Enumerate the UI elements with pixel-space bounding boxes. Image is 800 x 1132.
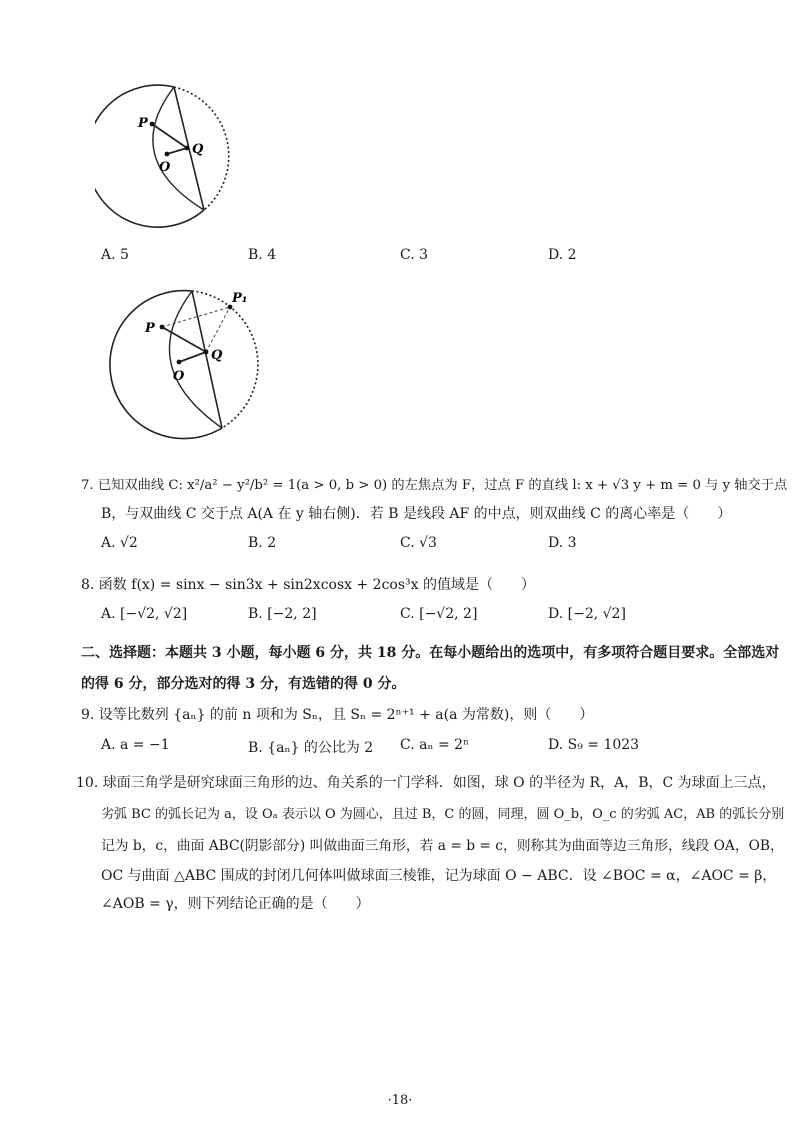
figure1-label-q: Q: [192, 142, 204, 157]
q10-stem-line5: ∠AOB = γ，则下列结论正确的是（ ）: [101, 896, 370, 912]
q8-option-a: A. [−√2, √2]: [101, 606, 188, 622]
q8-stem: 8. 函数 f(x) = sinx − sin3x + sin2xcosx + 2cos³x 的值域是（ ）: [81, 577, 535, 593]
figure2-dashed-qp1: [206, 307, 230, 352]
figure2-point-q: [204, 350, 209, 355]
figure1-point-p: [150, 122, 155, 127]
figure1-label-o: O: [159, 160, 171, 175]
q6-option-a: A. 5: [101, 247, 129, 263]
q7-stem-line2: B，与双曲线 C 交于点 A(A 在 y 轴右侧)．若 B 是线段 AF 的中点，则双曲线 C 的离心率是（ ）: [101, 506, 732, 522]
figure2-label-q: Q: [211, 348, 223, 363]
q10-stem-line2: 劣弧 BC 的弧长记为 a，设 Oₐ 表示以 O 为圆心，且过 B，C 的圆，同理，圆 O_b，O_c 的劣弧 AC，AB 的弧长分别: [101, 807, 785, 822]
q7-option-c: C. √3: [400, 535, 437, 551]
q10-stem-line3: 记为 b，c，曲面 ABC(阴影部分) 叫做曲面三角形，若 a = b = c，则称其为曲面等边三角形，线段 OA，OB，: [101, 838, 784, 854]
q10-stem-line4: OC 与曲面 △ABC 围成的封闭几何体叫做球面三棱锥，记为球面 O − ABC．设 ∠BOC = α，∠AOC = β，: [101, 868, 777, 884]
page-number: ·18·: [387, 1093, 413, 1108]
q9-option-b: B. {aₙ} 的公比为 2: [248, 740, 374, 756]
figure2-point-p: [160, 325, 165, 330]
figure2-dotted-arc: [192, 291, 258, 428]
figure1-label-p: P: [138, 116, 148, 131]
q6-option-b: B. 4: [248, 247, 277, 263]
figure-circle-1: [95, 78, 255, 228]
figure-circle-2: [95, 282, 265, 442]
figure1-segment-pq: [152, 124, 187, 148]
q9-stem: 9. 设等比数列 {aₙ} 的前 n 项和为 Sₙ，且 Sₙ = 2ⁿ⁺¹ + a(a 为常数)，则（ ）: [81, 707, 594, 723]
q9-option-a: A. a = −1: [101, 737, 170, 753]
q8-option-d: D. [−2, √2]: [548, 606, 626, 622]
q7-option-d: D. 3: [548, 535, 577, 551]
figure2-outer-arc: [110, 291, 222, 439]
q8-option-c: C. [−√2, 2]: [400, 606, 478, 622]
q10-stem-line1: 10. 球面三角学是研究球面三角形的边、角关系的一门学科．如图，球 O 的半径为 R，A，B，C 为球面上三点，: [76, 775, 776, 791]
figure1-point-q: [185, 146, 190, 151]
q7-option-b: B. 2: [248, 535, 277, 551]
q9-option-c: C. aₙ = 2ⁿ: [400, 737, 470, 753]
section2-header-line1: 二、选择题：本题共 3 小题，每小题 6 分，共 18 分。在每小题给出的选项中，有多项符合题目要求。全部选对: [81, 645, 780, 661]
q9-option-d: D. S₉ = 1023: [548, 737, 640, 753]
figure2-segment-pq: [162, 327, 206, 352]
figure2-label-p: P: [145, 321, 155, 336]
figure2-segment-oq: [179, 352, 206, 362]
q8-option-b: B. [−2, 2]: [248, 606, 317, 622]
figure2-label-o: O: [173, 369, 185, 384]
q7-option-a: A. √2: [101, 535, 138, 551]
figure2-point-o: [177, 360, 182, 365]
figure1-outer-arc: [95, 85, 204, 227]
section2-header-line2: 的得 6 分，部分选对的得 3 分，有选错的得 0 分。: [81, 676, 406, 692]
q6-option-c: C. 3: [400, 247, 429, 263]
q6-option-d: D. 2: [548, 247, 577, 263]
figure1-point-o: [165, 152, 170, 157]
figure1-segment-oq: [167, 148, 187, 154]
figure2-label-p1: P₁: [232, 291, 248, 306]
q7-stem-line1: 7. 已知双曲线 C: x²/a² − y²/b² = 1(a > 0, b > 0) 的左焦点为 F，过点 F 的直线 l: x + √3 y + m = 0 与 y 轴交于点: [81, 478, 788, 493]
